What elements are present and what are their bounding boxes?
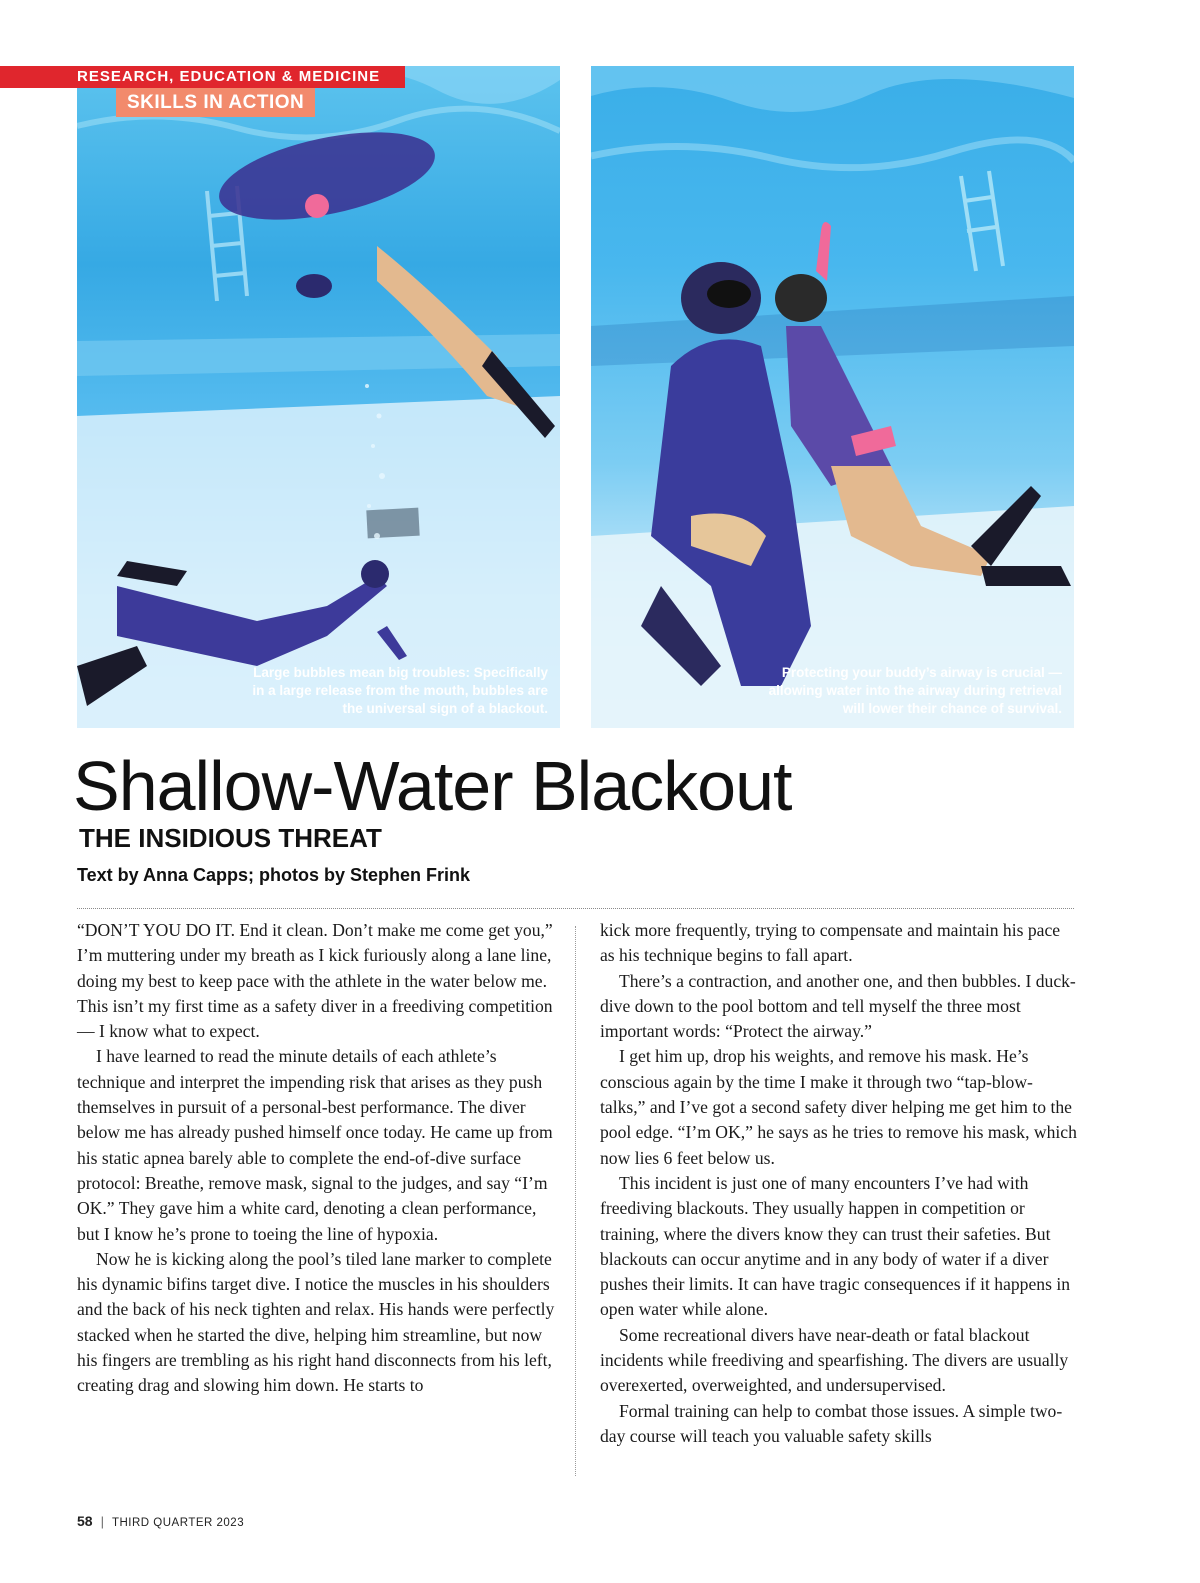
dotted-rule <box>77 908 1074 909</box>
paragraph: “DON’T YOU DO IT. End it clean. Don’t make me come get you,” I’m muttering under my breath as I kick furiously along a lane line, doing my best to keep pace with the athlete in the water below me. This isn’t my first time as a safety diver in a freediving competition — I know what to expect. <box>77 920 553 1042</box>
article-byline: Text by Anna Capps; photos by Stephen Frink <box>77 865 471 885</box>
body-column-right <box>600 918 1078 1449</box>
rescue-scene-illustration <box>591 66 1074 728</box>
issue-label: THIRD QUARTER 2023 <box>111 1517 245 1529</box>
paragraph: There’s a contraction, and another one, and then bubbles. I duck-dive down to the pool bottom and tell myself the three most important words: “Protect the airway.” <box>600 970 1076 1042</box>
paragraph: I have learned to read the minute details of each athlete’s technique and interpret the impending risk that arises as they push themselves in pursuit of a personal-best performance. The diver below me has already pushed himself once today. He came up from his static apnea barely able to complete the end-of-dive surface protocol: Breathe, remove mask, signal to the judges, and say “I’m OK.” They gave him a white card, denoting a clean performance, but I know he’s prone to toeing the line of hypoxia. <box>77 1046 553 1244</box>
section-label: RESEARCH, EDUCATION & MEDICINE <box>77 68 381 85</box>
photo-freediver-blackout <box>77 66 560 728</box>
photo-caption-right: Protecting your buddy’s airway is crucial — allowing water into the airway during retrieval will lower their chance of survival. <box>768 665 1062 716</box>
paragraph: kick more frequently, trying to compensate and maintain his pace as his technique begins to fall apart. <box>600 920 1061 966</box>
article-deck: THE INSIDIOUS THREAT <box>79 823 382 853</box>
paragraph: This incident is just one of many encounters I’ve had with freediving blackouts. They usually happen in competition or training, where the divers know they can trust their safeties. But blackouts can occur anytime and in any body of water if a diver pushes their limits. It can have tragic consequences if it happens in open water while alone. <box>600 1172 1071 1320</box>
pool-scene-illustration <box>77 66 560 728</box>
paragraph: Some recreational divers have near-death or fatal blackout incidents while freediving and spearfishing. The divers are usually overexerted, overweighted, and undersupervised. <box>600 1324 1069 1396</box>
paragraph: Now he is kicking along the pool’s tiled lane marker to complete his dynamic bifins target dive. I notice the muscles in his shoulders and the back of his neck tighten and relax. His hands were perfectly stacked when he started the dive, helping him streamline, but now his fingers are trembling as his right hand disconnects from his left, creating drag and slowing him down. He starts to <box>77 1248 555 1396</box>
paragraph: Formal training can help to combat those issues. A simple two-day course will teach you valuable safety skills <box>600 1400 1063 1446</box>
page-number: 58 <box>77 1513 93 1529</box>
article-title: Shallow-Water Blackout <box>73 747 792 825</box>
photo-protecting-airway <box>591 66 1074 728</box>
page-folio <box>77 1511 244 1533</box>
subsection-tag: SKILLS IN ACTION <box>116 88 315 117</box>
body-column-left <box>77 918 555 1399</box>
photo-caption-left: Large bubbles mean big troubles: Specifically in a large release from the mouth, bubbles are the universal sign of a blackout. <box>252 665 548 716</box>
safety-diver-figure <box>212 116 555 438</box>
paragraph: I get him up, drop his weights, and remove his mask. He’s conscious again by the time I make it through two “tap-blow-talks,” and I’ve got a second safety diver helping me get him to the pool edge. “I’m OK,” he says as he tries to remove his mask, which now lies 6 feet below us. <box>600 1046 1077 1168</box>
column-divider <box>575 926 576 1476</box>
folio-separator: | <box>100 1514 104 1529</box>
